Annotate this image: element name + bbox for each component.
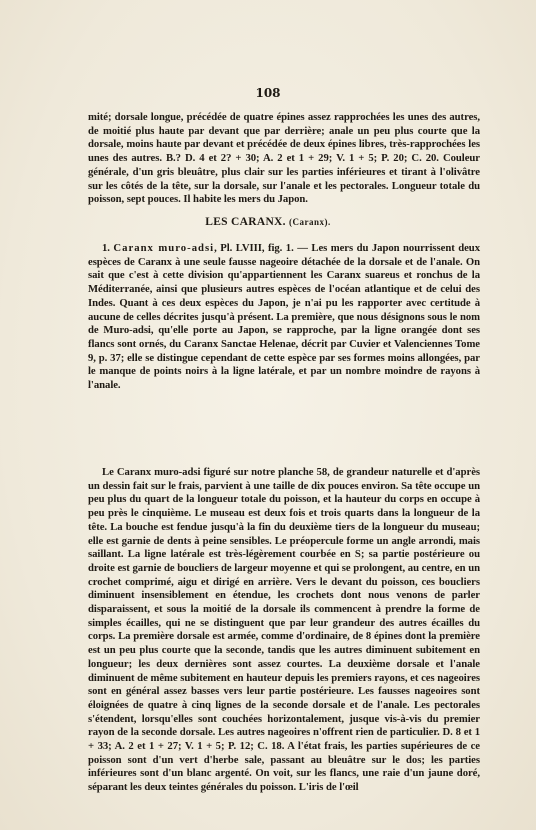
entry-text: Les mers du Japon nourrissent deux espèces de Caranx à une seule fausse nageoire détachée de la dorsale et de l'anale. On sait que c'est à cette division qu'appartiennent les Caranx suareus et ronchus de la Méditerranée, ainsi que plusieurs autres espèces de l'océan atlantique et de celui des Indes. Quant à ces deux espèces du Japon, je n'ai pu les rapporter avec certitude à aucune de celles décrites jusqu'à présent. La première, que nous désignons sous le nom de Muro-adsi, qu'elle porte au Japon, se rapproche, par la ligne orangée dont ses flancs sont ornés, du Caranx Sanctae Helenae, décrit par Cuvier et Valenciennes Tome 9, p. 37; elle se distingue cependant de cette espèce par ses formes moins allongées, par le manque de points noirs à la ligne latérale, et par un nombre moindre de rayons à l'anale. [88,242,480,392]
description-paragraph: Le Caranx muro-adsi figuré sur notre planche 58, de grandeur naturelle et d'après un dessin fait sur le frais, parvient à une taille de dix pouces environ. Sa tête occupe un peu plus du quart de la longueur totale du poisson, et la hauteur du corps en occupe à peu près le cinquième. Le museau est deux fois et trois quarts dans la longueur de la tête. La bouche est fendue jusqu'à la fin du deuxième tiers de la longueur du museau; elle est garnie de dents à peine sensibles. Le préopercule forme un angle arrondi, mais saillant. La ligne latérale est très-légèrement courbée en S; sa partie postérieure ou droite est garnie de boucliers de largeur moyenne et qui se prolongent, au centre, en un crochet comprimé, aigu et dirigé en arrière. Vers le devant du poisson, ces boucliers diminuent insensiblement en étendue, les crochets dont nous venons de parler disparaissent, et sous la moitié de la dorsale ils commencent à prendre la forme de simples écailles, qui ne se distinguent que par leur grandeur des autres écailles du corps. La première dorsale est armée, comme d'ordinaire, de 8 épines dont la première est un peu plus courte que la seconde, tandis que les autres diminuent subitement en longueur; les deux dernières sont assez courtes. La deuxième dorsale et l'anale diminuent de même subitement en hauteur depuis les premiers rayons, et ces nageoires sont en général assez basses vers leur partie postérieure. Les fausses nageoires sont éloignées de quatre à cinq lignes de la seconde dorsale et de l'anale. Les pectorales s'étendent, lorsqu'elles sont couchées horizontalement, jusque vis-à-vis du premier rayon de la seconde dorsale. Les autres nageoires n'offrent rien de particulier. D. 8 et 1 + 33; A. 2 et 1 + 27; V. 1 + 5; P. 12; C. 18. A l'état frais, les parties supérieures de ce poisson sont d'un vert d'herbe sale, passant au bleuâtre sur le dos; les parties inférieures sont d'un blanc argenté. On voit, sur les flancs, une raie d'un jaune doré, séparant les deux teintes générales du poisson. L'iris de l'œil [88,466,480,794]
intro-paragraph: mité; dorsale longue, précédée de quatre épines assez rapprochées les unes des autres, de moitié plus haute par devant que par derrière; anale un peu plus courte que la dorsale, moins haute par devant et précédée de deux épines libres, très-rapprochées les unes des autres. B.? D. 4 et 2? + 30; A. 2 et 1 + 29; V. 1 + 5; P. 20; C. 20. Couleur générale, d'un gris bleuâtre, plus clair sur les parties inférieures et tirant à l'olivâtre sur les côtés de la tête, sur la dorsale, sur l'anale et les pectorales. Longueur totale du poisson, sept pouces. Il habite les mers du Japon. [88,111,480,206]
entry-number: 1. [102,242,110,254]
intro-paragraph-block [88,111,480,207]
entry-paragraph-block [88,242,480,393]
page-number: 108 [255,86,281,100]
section-title [0,216,536,228]
section-title-text: LES CARANX. [205,216,286,228]
species-name: Caranx muro-adsi [113,242,215,254]
entry-paragraph [88,242,480,393]
section-title-latin: (Caranx). [289,217,331,227]
description-paragraph-block [88,466,480,795]
plate-reference: , Pl. LVIII, fig. 1. — [214,242,308,254]
